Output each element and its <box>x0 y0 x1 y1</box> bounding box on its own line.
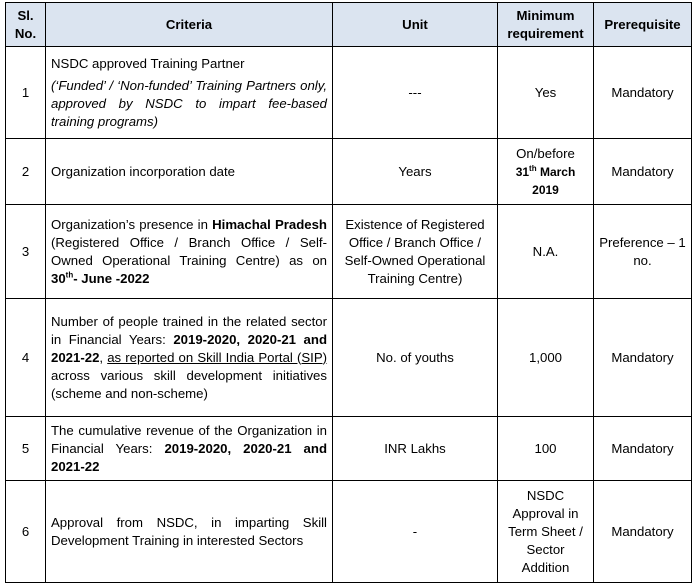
prerequisite-cell: Mandatory <box>594 417 692 481</box>
header-criteria: Criteria <box>46 3 333 47</box>
date-day: 30 <box>51 270 66 286</box>
criteria-text: , <box>99 349 108 365</box>
criteria-cell <box>46 205 333 299</box>
minimum-cell: N.A. <box>498 205 594 299</box>
prerequisite-cell: Mandatory <box>594 299 692 417</box>
row-number: 3 <box>6 205 46 299</box>
row-number: 5 <box>6 417 46 481</box>
criteria-state: Himachal Pradesh <box>212 216 327 232</box>
prerequisite-cell: Mandatory <box>594 47 692 139</box>
prerequisite-cell: Mandatory <box>594 139 692 205</box>
header-unit: Unit <box>333 3 498 47</box>
unit-cell: - <box>333 481 498 583</box>
header-prerequisite: Prerequisite <box>594 3 692 47</box>
minimum-cell <box>498 139 594 205</box>
criteria-years: 2019-2020, 2020-21 and 2021-22 <box>51 331 327 365</box>
criteria-years: 2019-2020, 2020-21 and 2021-22 <box>51 440 327 474</box>
minimum-cell: 100 <box>498 417 594 481</box>
criteria-cell <box>46 417 333 481</box>
table-row <box>6 205 692 299</box>
criteria-text: Number of people trained in the related sector in Financial Years: <box>51 313 327 347</box>
eligibility-criteria-table <box>5 2 692 583</box>
header-minimum-requirement: Minimum requirement <box>498 3 594 47</box>
table-row <box>6 139 692 205</box>
row-number: 4 <box>6 299 46 417</box>
date-suffix: th <box>65 270 74 280</box>
unit-cell: Years <box>333 139 498 205</box>
criteria-note: (‘Funded’ / ‘Non-funded’ Training Partners only, approved by NSDC to impart fee-based training programs) <box>51 77 327 129</box>
unit-cell: Existence of Registered Office / Branch Office / Self-Owned Operational Training Centre) <box>333 205 498 299</box>
minimum-cell: Yes <box>498 47 594 139</box>
prerequisite-cell: Preference – 1 no. <box>594 205 692 299</box>
unit-cell: --- <box>333 47 498 139</box>
criteria-cell <box>46 299 333 417</box>
minimum-cell: 1,000 <box>498 299 594 417</box>
table-row <box>6 299 692 417</box>
table-header-row <box>6 3 692 47</box>
table-row <box>6 417 692 481</box>
criteria-cell <box>46 47 333 139</box>
minimum-line: On/before <box>516 145 575 161</box>
minimum-cell: NSDC Approval in Term Sheet / Sector Addition <box>498 481 594 583</box>
prerequisite-cell: Mandatory <box>594 481 692 583</box>
header-sl-no: Sl. No. <box>6 3 46 47</box>
criteria-cell: Organization incorporation date <box>46 139 333 205</box>
minimum-date <box>516 165 576 197</box>
criteria-source: as reported on Skill India Portal (SIP) <box>107 349 328 365</box>
criteria-cell: Approval from NSDC, in imparting Skill Development Training in interested Sectors <box>46 481 333 583</box>
date-rest: March 2019 <box>532 164 576 197</box>
date-rest: - June -2022 <box>73 270 150 286</box>
criteria-text: (Registered Office / Branch Office / Self-Owned Operational Training Centre) as on <box>51 234 327 268</box>
unit-cell: INR Lakhs <box>333 417 498 481</box>
unit-cell: No. of youths <box>333 299 498 417</box>
row-number: 6 <box>6 481 46 583</box>
date-day: 31 <box>515 164 530 179</box>
criteria-text: Organization’s presence in <box>51 216 213 232</box>
criteria-date <box>51 271 149 286</box>
criteria-title: NSDC approved Training Partner <box>51 55 245 71</box>
criteria-text: across various skill development initiatives (scheme and non-scheme) <box>51 367 327 401</box>
table-row <box>6 47 692 139</box>
row-number: 1 <box>6 47 46 139</box>
date-suffix: th <box>529 163 537 173</box>
table-row <box>6 481 692 583</box>
row-number: 2 <box>6 139 46 205</box>
criteria-text: The cumulative revenue of the Organization in Financial Years: <box>51 422 327 456</box>
